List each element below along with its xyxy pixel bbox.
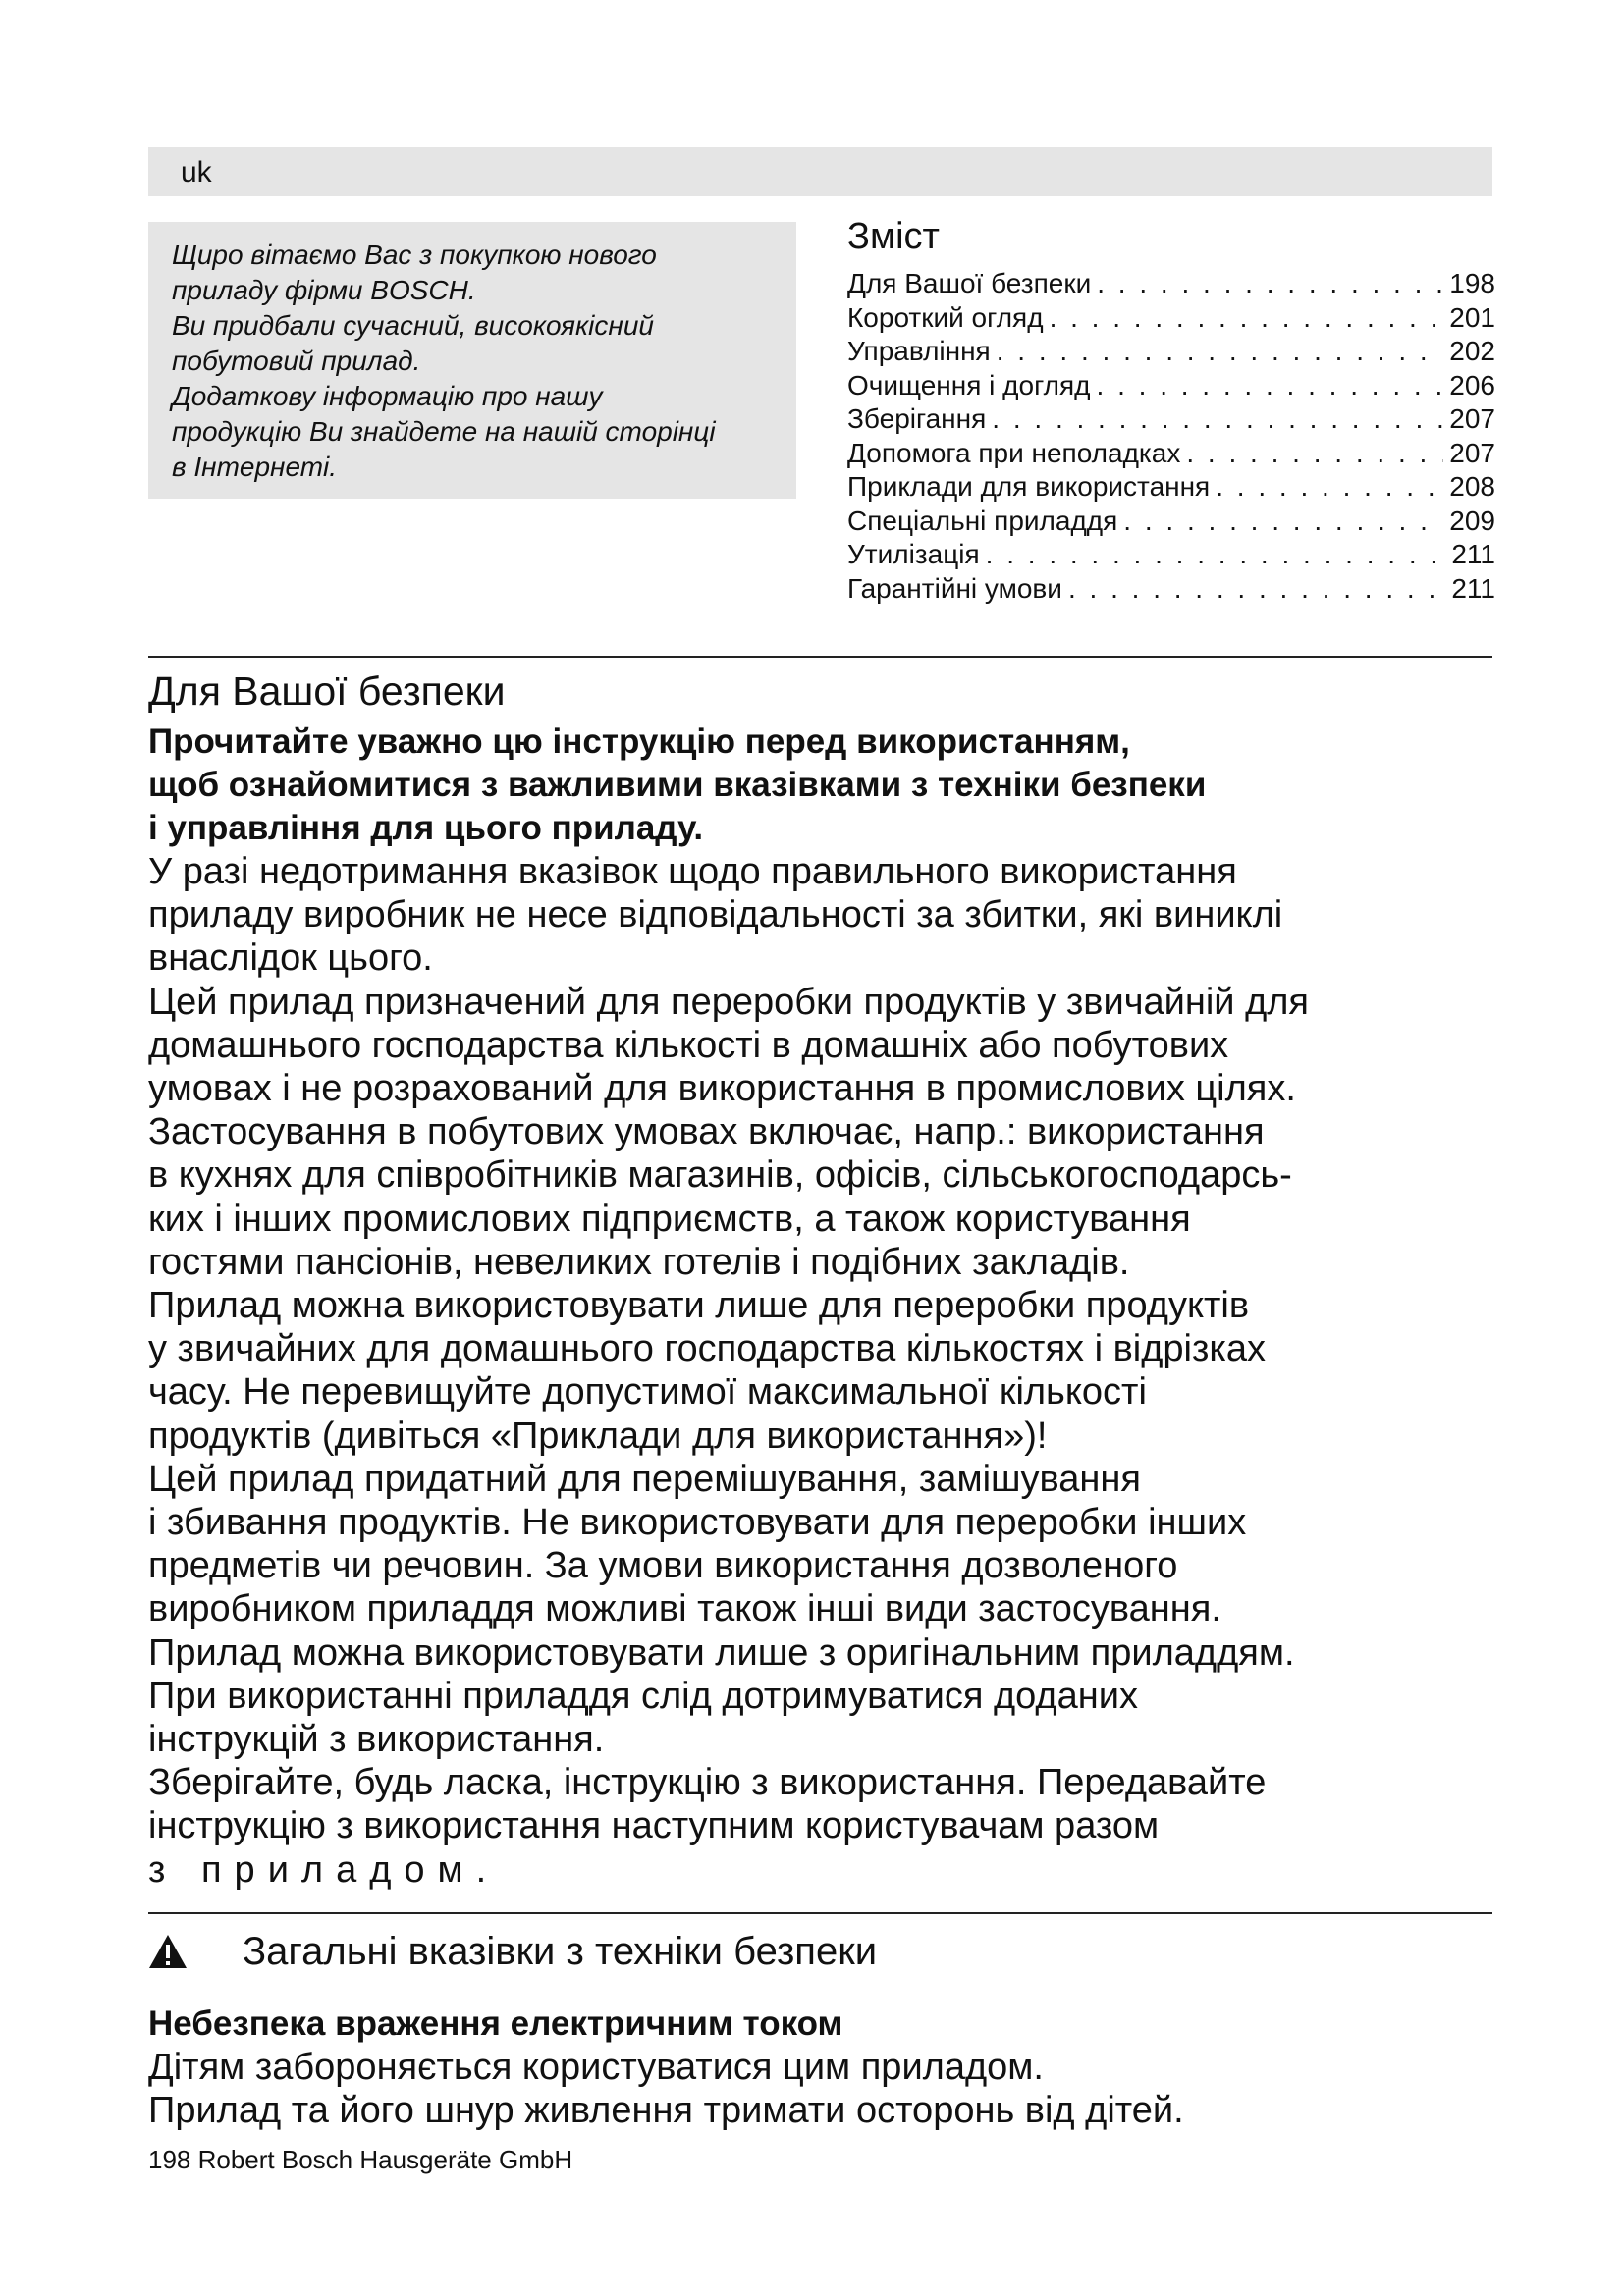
toc-entry[interactable] <box>847 538 1495 572</box>
hazard-body: Дітям забороняється користуватися цим приладом. Прилад та його шнур живлення тримати осторонь від дітей. <box>148 2047 1184 2132</box>
section-divider <box>148 656 1492 658</box>
toc-leader-dots <box>1186 437 1443 471</box>
toc-leader-dots <box>1216 470 1443 505</box>
toc-leader-dots <box>1097 369 1444 403</box>
language-code: uk <box>181 156 212 188</box>
toc-entry[interactable] <box>847 572 1495 607</box>
toc-entry-page: 208 <box>1449 471 1495 502</box>
toc-entry-page: 209 <box>1449 505 1495 536</box>
toc-entry-page: 211 <box>1451 572 1495 604</box>
toc-entry-page: 198 <box>1449 268 1495 298</box>
toc-entry-label: Очищення і догляд <box>847 369 1091 400</box>
toc-entry[interactable] <box>847 505 1495 539</box>
toc-entry[interactable] <box>847 335 1495 369</box>
toc-entry[interactable] <box>847 402 1495 437</box>
language-bar <box>148 147 1492 196</box>
toc-entry-label: Зберігання <box>847 403 987 434</box>
toc-entry-page: 207 <box>1449 403 1495 434</box>
toc-leader-dots <box>1123 505 1443 539</box>
toc-leader-dots <box>997 335 1444 369</box>
section-title: Для Вашої безпеки <box>148 668 506 714</box>
toc-entry-label: Короткий огляд <box>847 301 1044 333</box>
warning-triangle-icon <box>148 1934 188 1969</box>
hazard-title: Небезпека враження електричним током <box>148 2004 843 2043</box>
general-safety-title: Загальні вказівки з техніки безпеки <box>243 1930 878 1973</box>
welcome-box <box>148 222 796 499</box>
toc-entry[interactable] <box>847 301 1495 336</box>
toc-entry-label: Допомога при неполадках <box>847 437 1181 468</box>
toc-leader-dots <box>1050 301 1444 336</box>
toc-entry-label: Для Вашої безпеки <box>847 268 1092 298</box>
toc-entry-label: Гарантійні умови <box>847 572 1062 604</box>
toc-entry-page: 202 <box>1449 336 1495 366</box>
toc-entry-page: 211 <box>1451 539 1495 569</box>
table-of-contents <box>847 214 1495 606</box>
toc-entry-page: 201 <box>1449 301 1495 333</box>
toc-entry-page: 206 <box>1449 369 1495 400</box>
toc-leader-dots <box>986 538 1446 572</box>
toc-leader-dots <box>1097 267 1443 301</box>
welcome-text: Щиро вітаємо Вас з покупкою нового приладу фірми BOSCH. Ви придбали сучасний, високоякісний побутовий прилад. Додаткову інформацію про нашу продукцію Ви знайдете на нашій сторінці в Інтернеті. <box>172 240 716 482</box>
toc-entry[interactable] <box>847 437 1495 471</box>
toc-title: Зміст <box>847 216 940 257</box>
toc-entry[interactable] <box>847 369 1495 403</box>
toc-entry-label: Управління <box>847 336 991 366</box>
page-footer: 198 Robert Bosch Hausgeräte GmbH <box>148 2145 573 2174</box>
general-safety-heading <box>148 1922 877 1981</box>
safety-body-last-line: з приладом. <box>148 1848 500 1891</box>
toc-entry[interactable] <box>847 267 1495 301</box>
safety-intro: Прочитайте уважно цю інструкцію перед використанням, щоб ознайомитися з важливими вказівками з техніки безпеки і управління для цього приладу. <box>148 722 1207 847</box>
toc-leader-dots <box>1068 572 1445 607</box>
toc-entry[interactable] <box>847 470 1495 505</box>
toc-entry-label: Спеціальні приладдя <box>847 505 1118 536</box>
toc-entry-page: 207 <box>1449 437 1495 468</box>
safety-section <box>148 667 1513 1892</box>
toc-leader-dots <box>992 402 1443 437</box>
section-divider <box>148 1912 1492 1914</box>
toc-entry-label: Приклади для використання <box>847 471 1211 502</box>
electric-shock-section <box>148 2002 1513 2132</box>
toc-entry-label: Утилізація <box>847 539 980 569</box>
safety-body: У разі недотримання вказівок щодо правильного використання приладу виробник не несе відповідальності за збитки, які виниклі внаслідок цього. Цей прилад призначений для переробки продуктів у звичайній для домашнього господарства кількості в домашніх або побутових умовах і не розрахований для використання в промислових цілях. Застосування в побутових умовах включає, напр.: використання в кухнях для співробітників магазинів, офісів, сільськогосподарсь- ких і інших промислових підприємств, а також користування гостями пансіонів, невеликих готелів і подібних закладів. Прилад можна використовувати лише для переробки продуктів у звичайних для домашнього господарства кількостях і відрізках часу. Не перевищуйте допустимої максимальної кількості продуктів (дивіться «Приклади для використання»)! Цей прилад придатний для перемішування, замішування і збивання продуктів. Не використовувати для переробки інших предметів чи речовин. За умови використання дозволеного виробником приладдя можливі також інші види застосування. Прилад можна використовувати лише з оригінальним приладдям. При використанні приладдя слід дотримуватися доданих інструкцій з використання. Зберігайте, будь ласка, інструкцію з використання. Передавайте інструкцію з використання наступним користувачам разом <box>148 851 1309 1847</box>
